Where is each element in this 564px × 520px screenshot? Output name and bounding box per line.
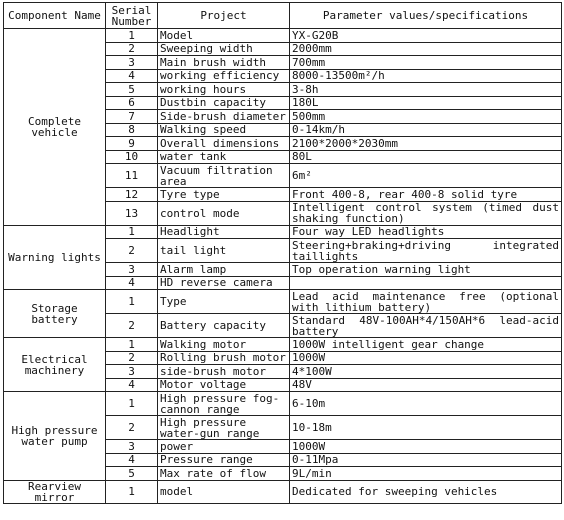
parameter-value: Standard 48V-100AH*4/150AH*6 lead-acid battery bbox=[290, 314, 562, 338]
header-params: Parameter values/specifications bbox=[290, 3, 562, 29]
table-row bbox=[4, 392, 562, 416]
serial-number: 1 bbox=[106, 290, 158, 314]
project-name: Main brush width bbox=[158, 56, 290, 70]
parameter-value: 0-14km/h bbox=[290, 123, 562, 137]
parameter-value: 1000W intelligent gear change bbox=[290, 338, 562, 352]
parameter-value: 3-8h bbox=[290, 83, 562, 97]
project-name: HD reverse camera bbox=[158, 276, 290, 290]
project-name: High pressure fog-cannon range bbox=[158, 392, 290, 416]
project-name: High pressure water-gun range bbox=[158, 416, 290, 440]
project-name: Walking speed bbox=[158, 123, 290, 137]
project-name: working hours bbox=[158, 83, 290, 97]
project-name: Rolling brush motor bbox=[158, 351, 290, 365]
parameter-value: Front 400-8, rear 400-8 solid tyre bbox=[290, 188, 562, 202]
serial-number: 10 bbox=[106, 150, 158, 164]
parameter-value: Top operation warning light bbox=[290, 263, 562, 277]
table-row bbox=[4, 338, 562, 352]
parameter-value: 2000mm bbox=[290, 42, 562, 56]
serial-number: 2 bbox=[106, 42, 158, 56]
parameter-value: Lead acid maintenance free (optional with lithium battery) bbox=[290, 290, 562, 314]
parameter-value: Four way LED headlights bbox=[290, 225, 562, 239]
project-name: Alarm lamp bbox=[158, 263, 290, 277]
serial-number: 1 bbox=[106, 480, 158, 503]
component-name: Warning lights bbox=[4, 225, 106, 290]
parameter-value: 6-10m bbox=[290, 392, 562, 416]
project-name: tail light bbox=[158, 239, 290, 263]
parameter-value: Steering+braking+driving integrated taillights bbox=[290, 239, 562, 263]
serial-number: 1 bbox=[106, 225, 158, 239]
table-row bbox=[4, 480, 562, 503]
component-name: Storage battery bbox=[4, 290, 106, 338]
component-name: High pressure water pump bbox=[4, 392, 106, 481]
project-name: Pressure range bbox=[158, 453, 290, 467]
table-row bbox=[4, 29, 562, 43]
parameter-value: Intelligent control system (timed dust shaking function) bbox=[290, 201, 562, 225]
project-name: Type bbox=[158, 290, 290, 314]
serial-number: 3 bbox=[106, 440, 158, 454]
table-row bbox=[4, 290, 562, 314]
parameter-value: 6m² bbox=[290, 164, 562, 188]
project-name: Overall dimensions bbox=[158, 137, 290, 151]
serial-number: 4 bbox=[106, 453, 158, 467]
parameter-value: Dedicated for sweeping vehicles bbox=[290, 480, 562, 503]
serial-number: 2 bbox=[106, 239, 158, 263]
header-component: Component Name bbox=[4, 3, 106, 29]
parameter-value: 9L/min bbox=[290, 467, 562, 481]
project-name: Max rate of flow bbox=[158, 467, 290, 481]
parameter-value: 8000-13500m²/h bbox=[290, 69, 562, 83]
serial-number: 1 bbox=[106, 29, 158, 43]
project-name: model bbox=[158, 480, 290, 503]
parameter-value: YX-G20B bbox=[290, 29, 562, 43]
parameter-value: 80L bbox=[290, 150, 562, 164]
serial-number: 3 bbox=[106, 263, 158, 277]
project-name: Vacuum filtration area bbox=[158, 164, 290, 188]
project-name: working efficiency bbox=[158, 69, 290, 83]
parameter-value: 180L bbox=[290, 96, 562, 110]
header-row bbox=[4, 3, 562, 29]
serial-number: 2 bbox=[106, 314, 158, 338]
serial-number: 1 bbox=[106, 338, 158, 352]
parameter-value bbox=[290, 276, 562, 290]
project-name: side-brush motor bbox=[158, 365, 290, 379]
component-name: Electrical machinery bbox=[4, 338, 106, 392]
spec-body bbox=[4, 29, 562, 504]
serial-number: 1 bbox=[106, 392, 158, 416]
serial-number: 2 bbox=[106, 351, 158, 365]
serial-number: 2 bbox=[106, 416, 158, 440]
table-row bbox=[4, 225, 562, 239]
project-name: Walking motor bbox=[158, 338, 290, 352]
project-name: Battery capacity bbox=[158, 314, 290, 338]
serial-number: 3 bbox=[106, 365, 158, 379]
parameter-value: 10-18m bbox=[290, 416, 562, 440]
project-name: Sweeping width bbox=[158, 42, 290, 56]
parameter-value: 700mm bbox=[290, 56, 562, 70]
header-serial: Serial Number bbox=[106, 3, 158, 29]
project-name: Model bbox=[158, 29, 290, 43]
component-name: Rearview mirror bbox=[4, 480, 106, 503]
project-name: water tank bbox=[158, 150, 290, 164]
serial-number: 9 bbox=[106, 137, 158, 151]
project-name: control mode bbox=[158, 201, 290, 225]
serial-number: 4 bbox=[106, 69, 158, 83]
project-name: Headlight bbox=[158, 225, 290, 239]
spec-table bbox=[3, 2, 562, 504]
serial-number: 5 bbox=[106, 467, 158, 481]
parameter-value: 500mm bbox=[290, 110, 562, 124]
serial-number: 11 bbox=[106, 164, 158, 188]
serial-number: 5 bbox=[106, 83, 158, 97]
parameter-value: 48V bbox=[290, 378, 562, 392]
parameter-value: 0-11Mpa bbox=[290, 453, 562, 467]
project-name: Tyre type bbox=[158, 188, 290, 202]
project-name: Dustbin capacity bbox=[158, 96, 290, 110]
serial-number: 4 bbox=[106, 276, 158, 290]
serial-number: 13 bbox=[106, 201, 158, 225]
serial-number: 12 bbox=[106, 188, 158, 202]
project-name: power bbox=[158, 440, 290, 454]
parameter-value: 1000W bbox=[290, 351, 562, 365]
parameter-value: 1000W bbox=[290, 440, 562, 454]
project-name: Side-brush diameter bbox=[158, 110, 290, 124]
header-project: Project bbox=[158, 3, 290, 29]
project-name: Motor voltage bbox=[158, 378, 290, 392]
serial-number: 7 bbox=[106, 110, 158, 124]
component-name: Complete vehicle bbox=[4, 29, 106, 226]
parameter-value: 4*100W bbox=[290, 365, 562, 379]
serial-number: 6 bbox=[106, 96, 158, 110]
serial-number: 8 bbox=[106, 123, 158, 137]
parameter-value: 2100*2000*2030mm bbox=[290, 137, 562, 151]
serial-number: 4 bbox=[106, 378, 158, 392]
serial-number: 3 bbox=[106, 56, 158, 70]
